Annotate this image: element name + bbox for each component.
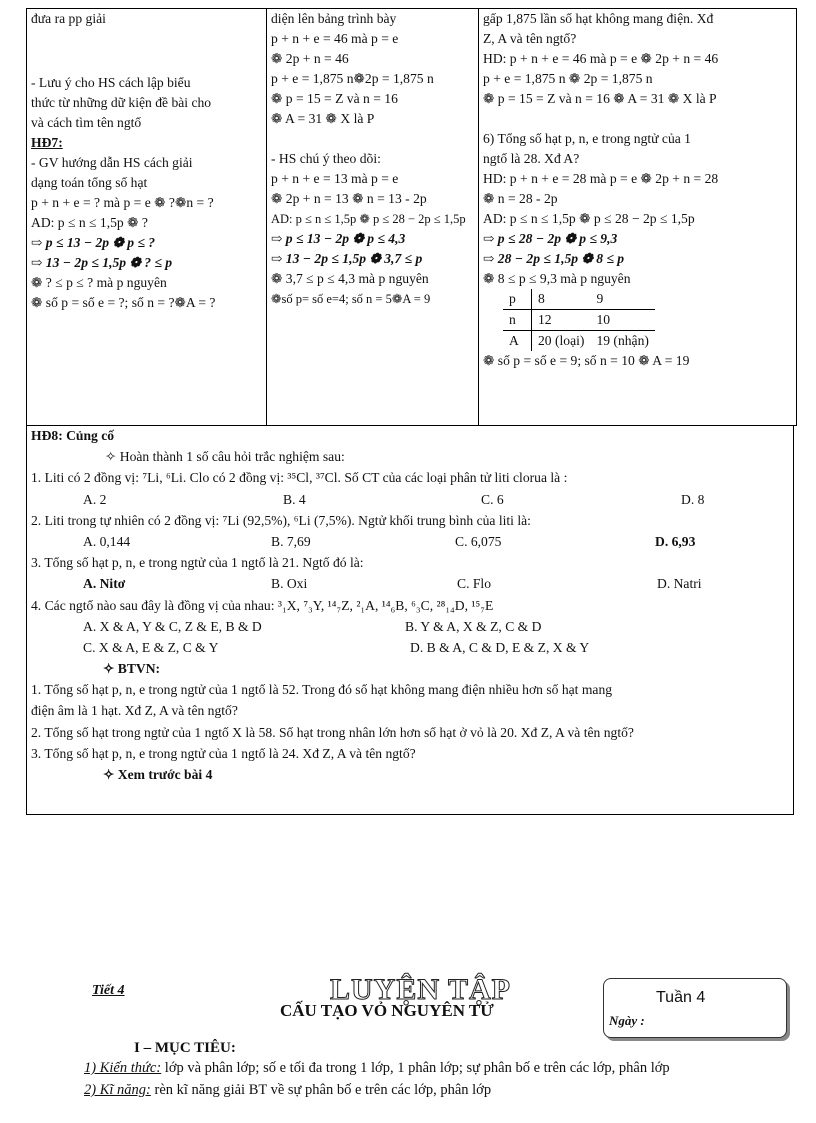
result-table [503, 289, 655, 351]
option: D. Natri [657, 576, 702, 592]
homework-heading: ✧ BTVN: [103, 661, 161, 677]
text-line: ❁ 2p + n = 13 ❁ n = 13 - 2p [271, 191, 427, 206]
question-2: 2. Liti trong tự nhiên có 2 đồng vị: ⁷Li (92,5%), ⁶Li (7,5%). Ngtử khối trung bình của liti là: [31, 512, 531, 528]
formula-line: ⇨ p ≤ 28 − 2p ❁ p ≤ 9,3 [483, 231, 618, 246]
formula-line: ⇨ 13 − 2p ≤ 1,5p ❁ ? ≤ p [31, 255, 173, 270]
text-line: p + e = 1,875 n ❁ 2p = 1,875 n [483, 71, 653, 86]
text-line: HD: p + n + e = 46 mà p = e ❁ 2p + n = 46 [483, 51, 719, 66]
option: B. Oxi [271, 576, 308, 592]
content-column [479, 9, 797, 426]
review-section [26, 425, 794, 815]
option: A. 2 [83, 491, 107, 507]
text-line: ❁ 2p + n = 46 [271, 51, 349, 66]
text-line [483, 109, 792, 129]
option: A. 0,144 [83, 533, 131, 549]
student-activity-column [267, 9, 479, 426]
mini-cell: n [503, 310, 532, 331]
instruction-text: ✧ Hoàn thành 1 số câu hỏi trắc nghiệm sau: [105, 449, 345, 465]
text-line: p + n + e = 46 mà p = e [271, 31, 399, 46]
lesson-number: Tiết 4 [92, 983, 125, 998]
question-1: 1. Liti có 2 đồng vị: ⁷Li, ⁶Li. Clo có 2 đồng vị: ³⁵Cl, ³⁷Cl. Số CT của các loại phân tử liti clorua là : [31, 470, 568, 486]
option: D. 8 [681, 491, 705, 507]
mini-cell: 19 (nhận) [596, 333, 649, 348]
date-label: Ngày : [609, 1013, 645, 1028]
text-line: ❁ p = 15 = Z và n = 16 [271, 91, 398, 106]
text-line: p + n + e = 13 mà p = e [271, 171, 399, 186]
question-4: 4. Các ngtố nào sau đây là đồng vị của nhau: ³₁X, ⁷₃Y, ¹⁴₇Z, ²₁A, ¹⁴₆B, ⁶₃C, ²⁸₁₄D, ¹⁵₇E [31, 597, 494, 613]
text-line: HD: p + n + e = 28 mà p = e ❁ 2p + n = 28 [483, 171, 719, 186]
text-line: dạng toán tổng số hạt [31, 175, 148, 190]
text-line: thức từ những dữ kiện đề bài cho [31, 95, 212, 110]
week-label: Tuần 4 [656, 989, 706, 1006]
text-line: đưa ra pp giải [31, 11, 106, 26]
formula-line: ❁ 8 ≤ p ≤ 9,3 mà p nguyên [483, 271, 631, 286]
text-line: - HS chú ý theo dõi: [271, 151, 381, 166]
option: D. 6,93 [655, 533, 696, 549]
skill-label: 2) Kĩ năng: [84, 1082, 151, 1098]
option: B. 4 [283, 491, 306, 507]
option: C. 6,075 [455, 533, 502, 549]
lesson-subtitle: CẤU TẠO VỎ NGUYÊN TỬ [280, 1001, 494, 1020]
mini-cell: 9 [590, 289, 654, 310]
formula-line: ❁ ? ≤ p ≤ ? mà p nguyên [31, 275, 167, 290]
skill-text: rèn kĩ năng giải BT về sự phân bố e trên các lớp, phân lớp [150, 1082, 492, 1098]
homework-1-cont: điện âm là 1 hạt. Xđ Z, A và tên ngtố? [31, 703, 238, 719]
preview-note: ✧ Xem trước bài 4 [103, 767, 213, 782]
knowledge-line [84, 1060, 670, 1077]
knowledge-text: lớp và phân lớp; số e tối đa trong 1 lớp, 1 phân lớp; sự phân bố e trên các lớp, phân lớp [161, 1060, 670, 1076]
text-line: p + e = 1,875 n❁2p = 1,875 n [271, 71, 434, 86]
question-3: 3. Tổng số hạt p, n, e trong ngtử của 1 ngtố là 21. Ngtố đó là: [31, 555, 364, 571]
text-line: p + n + e = ? mà p = e ❁ ?❁n = ? [31, 195, 214, 210]
activity-heading: HĐ7: [31, 135, 63, 150]
text-line: Z, A và tên ngtố? [483, 31, 577, 46]
homework-3: 3. Tổng số hạt p, n, e trong ngtử của 1 ngtố là 24. Xđ Z, A và tên ngtố? [31, 745, 416, 761]
mini-cell: A [503, 331, 532, 352]
formula-line: AD: p ≤ n ≤ 1,5p ❁ p ≤ 28 − 2p ≤ 1,5p [483, 211, 695, 226]
formula-line: ⇨ 28 − 2p ≤ 1,5p ❁ 8 ≤ p [483, 251, 625, 266]
text-line: diện lên bảng trình bày [271, 11, 397, 26]
text-line: 6) Tổng số hạt p, n, e trong ngtử của 1 [483, 131, 691, 146]
section-heading: HĐ8: Củng cố [31, 428, 115, 443]
text-line: ❁ số p = số e = 9; số n = 10 ❁ A = 19 [483, 353, 690, 368]
text-line: ❁ p = 15 = Z và n = 16 ❁ A = 31 ❁ X là P [483, 91, 717, 106]
homework-2: 2. Tổng số hạt trong ngtử của 1 ngtố X là 58. Số hạt trong nhân lớn hơn số hạt ở vỏ là 20. Xđ Z, A và tên ngtố? [31, 724, 634, 740]
option: C. 6 [481, 491, 504, 507]
formula-line: ⇨ p ≤ 13 − 2p ❁ p ≤ ? [31, 235, 156, 250]
text-line: ngtố là 28. Xđ A? [483, 151, 580, 166]
formula-line: AD: p ≤ n ≤ 1,5p ❁ ? [31, 215, 148, 230]
lesson-title: LUYỆN TẬP [330, 973, 511, 1006]
teacher-activity-column [27, 9, 267, 426]
formula-line: ⇨ p ≤ 13 − 2p ❁ p ≤ 4,3 [271, 231, 406, 246]
text-line: - Lưu ý cho HS cách lập biểu [31, 75, 191, 90]
homework-1: 1. Tổng số hạt p, n, e trong ngtử của 1 ngtố là 52. Trong đó số hạt không mang điện nhiều hơn số hạt mang [31, 682, 613, 698]
text-line: ❁ số p = số e = ?; số n = ?❁A = ? [31, 295, 216, 310]
mini-cell: 10 [590, 310, 654, 331]
knowledge-label: 1) Kiến thức: [84, 1060, 162, 1076]
formula-line: ❁ 3,7 ≤ p ≤ 4,3 mà p nguyên [271, 271, 429, 286]
text-line: ❁số p= số e=4; số n = 5❁A = 9 [271, 292, 431, 306]
option: A. Nitơ [83, 576, 126, 592]
text-line: - GV hướng dẫn HS cách giải [31, 155, 193, 170]
option: B. 7,69 [271, 533, 311, 549]
skill-line [84, 1082, 491, 1099]
text-line: ❁ n = 28 - 2p [483, 191, 558, 206]
text-line [271, 129, 474, 149]
option: B. Y & A, X & Z, C & D [405, 618, 542, 634]
formula-line: ⇨ 13 − 2p ≤ 1,5p ❁ 3,7 ≤ p [271, 251, 423, 266]
text-line: ❁ A = 31 ❁ X là P [271, 111, 375, 126]
option: C. X & A, E & Z, C & Y [83, 639, 219, 655]
week-box [603, 978, 787, 1038]
mini-cell: p [503, 289, 532, 310]
formula-line: AD: p ≤ n ≤ 1,5p ❁ p ≤ 28 − 2p ≤ 1,5p [271, 212, 466, 226]
option: D. B & A, C & D, E & Z, X & Y [410, 639, 590, 655]
objectives-heading: I – MỤC TIÊU: [134, 1040, 236, 1056]
mini-cell: 20 (loại) [538, 333, 585, 348]
text-line: gấp 1,875 lần số hạt không mang điện. Xđ [483, 11, 714, 26]
mini-cell: 12 [532, 310, 591, 331]
text-line: và cách tìm tên ngtố [31, 115, 142, 130]
mini-cell: 8 [532, 289, 591, 310]
option: C. Flo [457, 576, 491, 592]
lesson-table [26, 8, 797, 426]
option: A. X & A, Y & C, Z & E, B & D [83, 618, 262, 634]
next-lesson-header [0, 975, 816, 1115]
